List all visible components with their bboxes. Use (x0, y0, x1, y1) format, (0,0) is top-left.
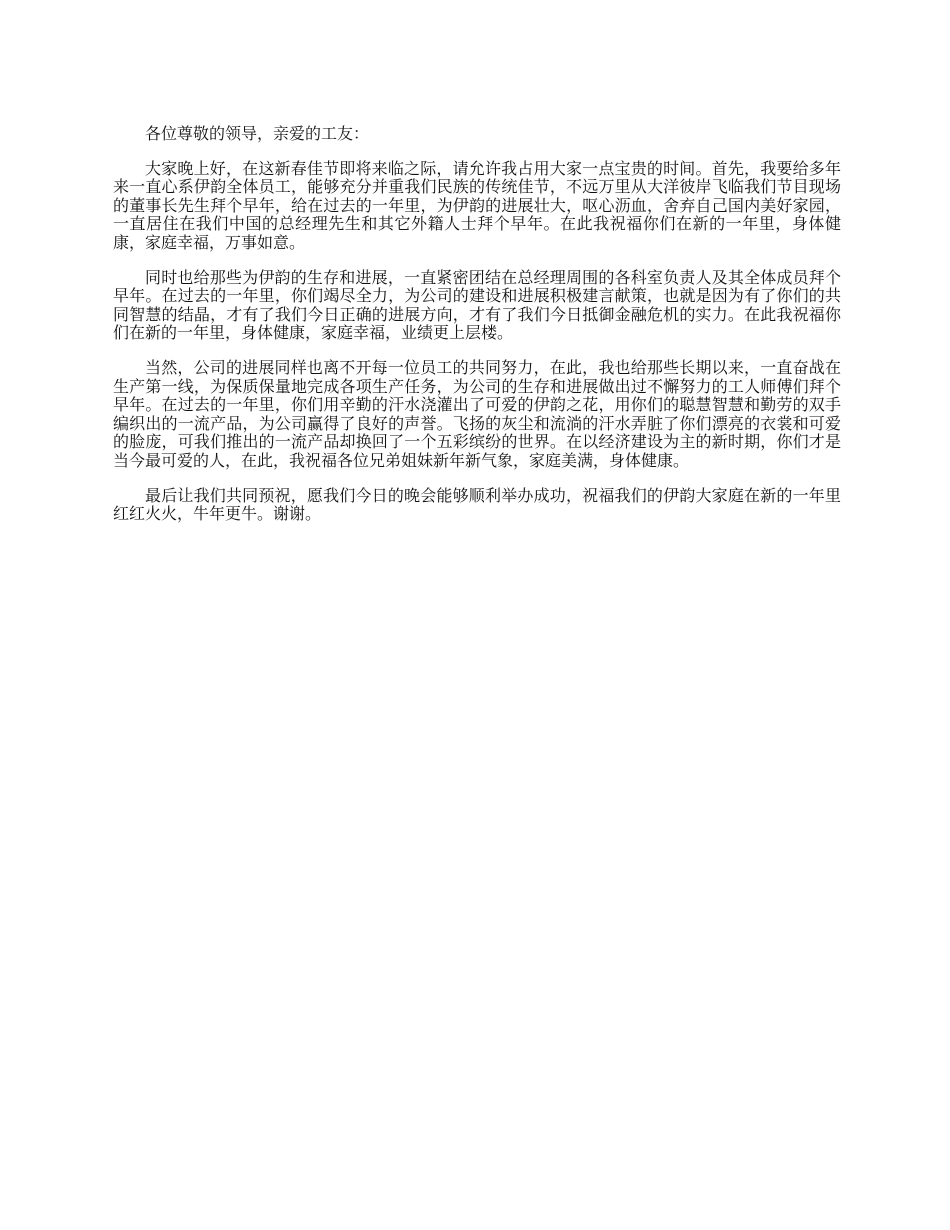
paragraph-3: 当然，公司的进展同样也离不开每一位员工的共同努力，在此，我也给那些长期以来，一直奋战在生产第一线，为保质保量地完成各项生产任务，为公司的生存和进展做出过不懈努力的工人师傅们拜个早年。在过去的一年里，你们用辛勤的汗水浇灌出了可爱的伊韵之花，用你们的聪慧智慧和勤劳的双手编织出的一流产品，为公司赢得了良好的声誉。飞扬的灰尘和流淌的汗水弄脏了你们漂亮的衣裳和可爱的脸庞，可我们推出的一流产品却换回了一个五彩缤纷的世界。在以经济建设为主的新时期，你们才是当今最可爱的人，在此，我祝福各位兄弟姐妹新年新气象，家庭美满，身体健康。 (113, 357, 841, 470)
paragraph-2: 同时也给那些为伊韵的生存和进展，一直紧密团结在总经理周围的各科室负责人及其全体成员拜个早年。在过去的一年里，你们竭尽全力，为公司的建设和进展积极建言献策，也就是因为有了你们的共同智慧的结晶，才有了我们今日正确的进展方向，才有了我们今日抵御金融危机的实力。在此我祝福你们在新的一年里，身体健康，家庭幸福，业绩更上层楼。 (113, 267, 841, 343)
document-body (113, 125, 841, 540)
salutation: 各位尊敬的领导，亲爱的工友： (145, 124, 370, 143)
paragraph-1: 大家晚上好，在这新春佳节即将来临之际，请允许我占用大家一点宝贵的时间。首先，我要给多年来一直心系伊韵全体员工，能够充分并重我们民族的传统佳节，不远万里从大洋彼岸飞临我们节目现场的董事长先生拜个早年，给在过去的一年里，为伊韵的进展壮大，呕心沥血，舍弃自己国内美好家园，一直居住在我们中国的总经理先生和其它外籍人士拜个早年。在此我祝福你们在新的一年里，身体健康，家庭幸福，万事如意。 (113, 158, 841, 252)
paragraph-4: 最后让我们共同预祝，愿我们今日的晚会能够顺利举办成功，祝福我们的伊韵大家庭在新的一年里红红火火，牛年更牛。谢谢。 (113, 485, 841, 524)
